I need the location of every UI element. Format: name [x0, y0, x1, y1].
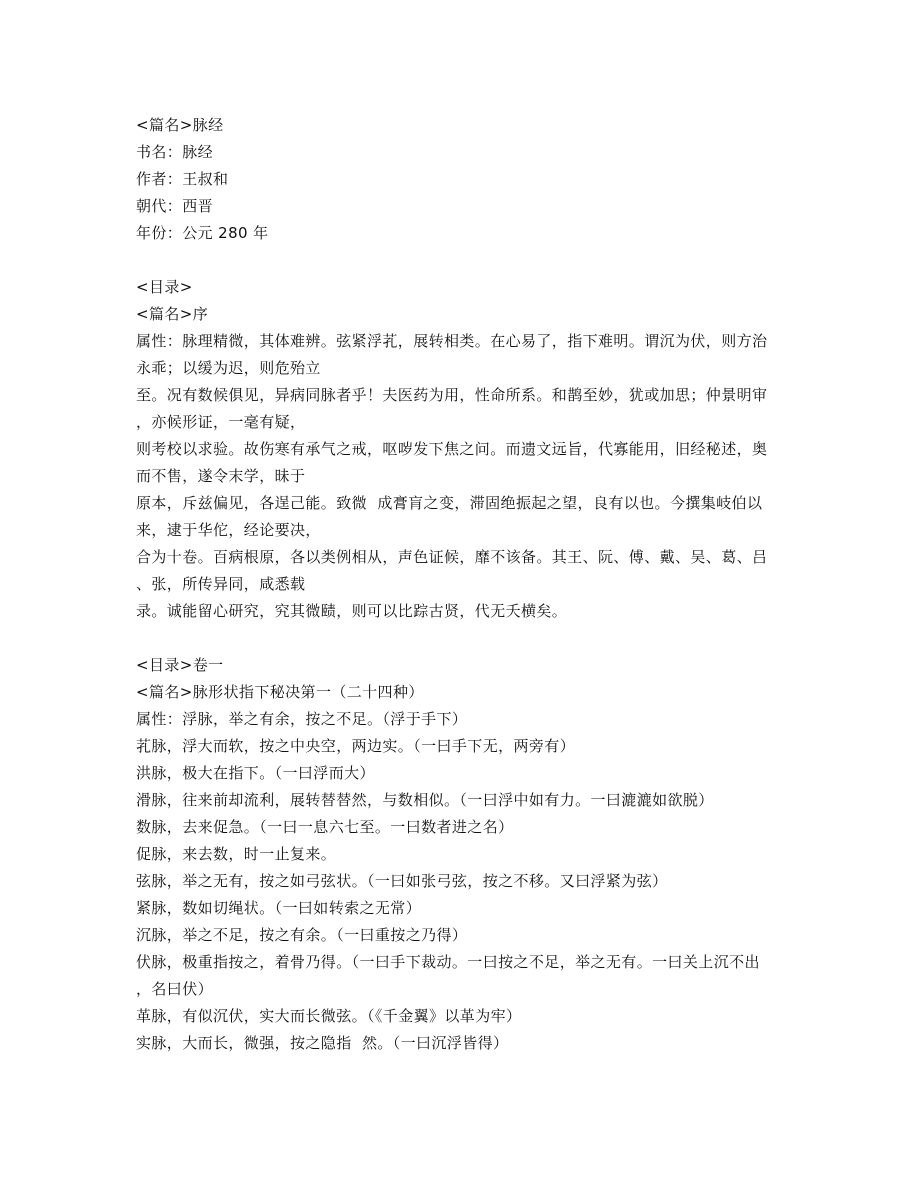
pulse-line: 伏脉，极重指按之，着骨乃得。（一曰手下裁动。一曰按之不足，举之无有。一曰关上沉不出 — [136, 953, 760, 971]
pulse-line: ，名曰伏） — [136, 980, 214, 998]
pulse-line: 弦脉，举之无有，按之如弓弦状。（一曰如张弓弦，按之不移。又曰浮紧为弦） — [136, 872, 668, 890]
preface-line: 而不售，遂令末学，昧于 — [136, 467, 306, 485]
pulse-line: 属性：浮脉，举之有余，按之不足。（浮于手下） — [136, 710, 468, 728]
document-page — [136, 112, 792, 1057]
pulse-line: 洪脉，极大在指下。（一曰浮而大） — [136, 764, 375, 782]
pulse-line: 滑脉，往来前却流利，展转替替然，与数相似。（一曰浮中如有力。一曰漉漉如欲脱） — [136, 791, 714, 809]
preface-line: 则考校以求验。故伤寒有承气之戒，呕哕发下焦之问。而遗文远旨，代寡能用，旧经秘述，奥 — [136, 440, 768, 458]
pulse-line: 促脉，来去数，时一止复来。 — [136, 845, 337, 863]
piece-title: <篇名>脉经 — [136, 116, 224, 134]
pulse-line: 沉脉，举之不足，按之有余。（一曰重按之乃得） — [136, 926, 468, 944]
spacer — [136, 625, 792, 652]
preface-line: 合为十卷。百病根原，各以类例相从，声色证候，靡不该备。其王、阮、傅、戴、吴、葛、吕 — [136, 548, 768, 566]
author: 作者：王叔和 — [136, 170, 229, 188]
preface-line: 来，逮于华佗，经论要决， — [136, 521, 321, 539]
pulse-line: 实脉，大而长，微强，按之隐指 然。（一曰沉浮皆得） — [136, 1034, 509, 1052]
preface-line: 属性：脉理精微，其体难辨。弦紧浮芤，展转相类。在心易了，指下难明。谓沉为伏，则方治 — [136, 332, 768, 350]
dynasty: 朝代：西晋 — [136, 197, 214, 215]
pulse-line: 数脉，去来促急。（一曰一息六七至。一曰数者进之名） — [136, 818, 514, 836]
preface-line: 、张，所传异同，咸悉载 — [136, 575, 306, 593]
preface-line: 永乖；以缓为迟，则危殆立 — [136, 359, 321, 377]
pulse-line: 紧脉，数如切绳状。（一曰如转索之无常） — [136, 899, 422, 917]
spacer — [136, 247, 792, 274]
chapter-title: <篇名>脉形状指下秘决第一（二十四种） — [136, 683, 424, 701]
preface-line: 至。况有数候俱见，异病同脉者乎！夫医药为用，性命所系。和鹊至妙，犹或加思；仲景明审 — [136, 386, 768, 404]
toc-heading: <目录> — [136, 278, 193, 296]
pulse-line: 芤脉，浮大而软，按之中央空，两边实。（一曰手下无，两旁有） — [136, 737, 576, 755]
preface-line: 原本，斥兹偏见，各逞己能。致微 成膏肓之变，滞固绝振起之望，良有以也。今撰集岐伯以 — [136, 494, 763, 512]
book-name: 书名：脉经 — [136, 143, 214, 161]
chapter-toc-heading: <目录>卷一 — [136, 656, 224, 674]
preface-line: ，亦候形证，一毫有疑， — [136, 413, 306, 431]
preface-line: 录。诚能留心研究，究其微赜，则可以比踪古贤，代无夭横矣。 — [136, 602, 568, 620]
year: 年份：公元 280 年 — [136, 224, 269, 242]
pulse-line: 革脉，有似沉伏，实大而长微弦。（《千金翼》以革为牢） — [136, 1007, 522, 1025]
preface-title: <篇名>序 — [136, 305, 209, 323]
